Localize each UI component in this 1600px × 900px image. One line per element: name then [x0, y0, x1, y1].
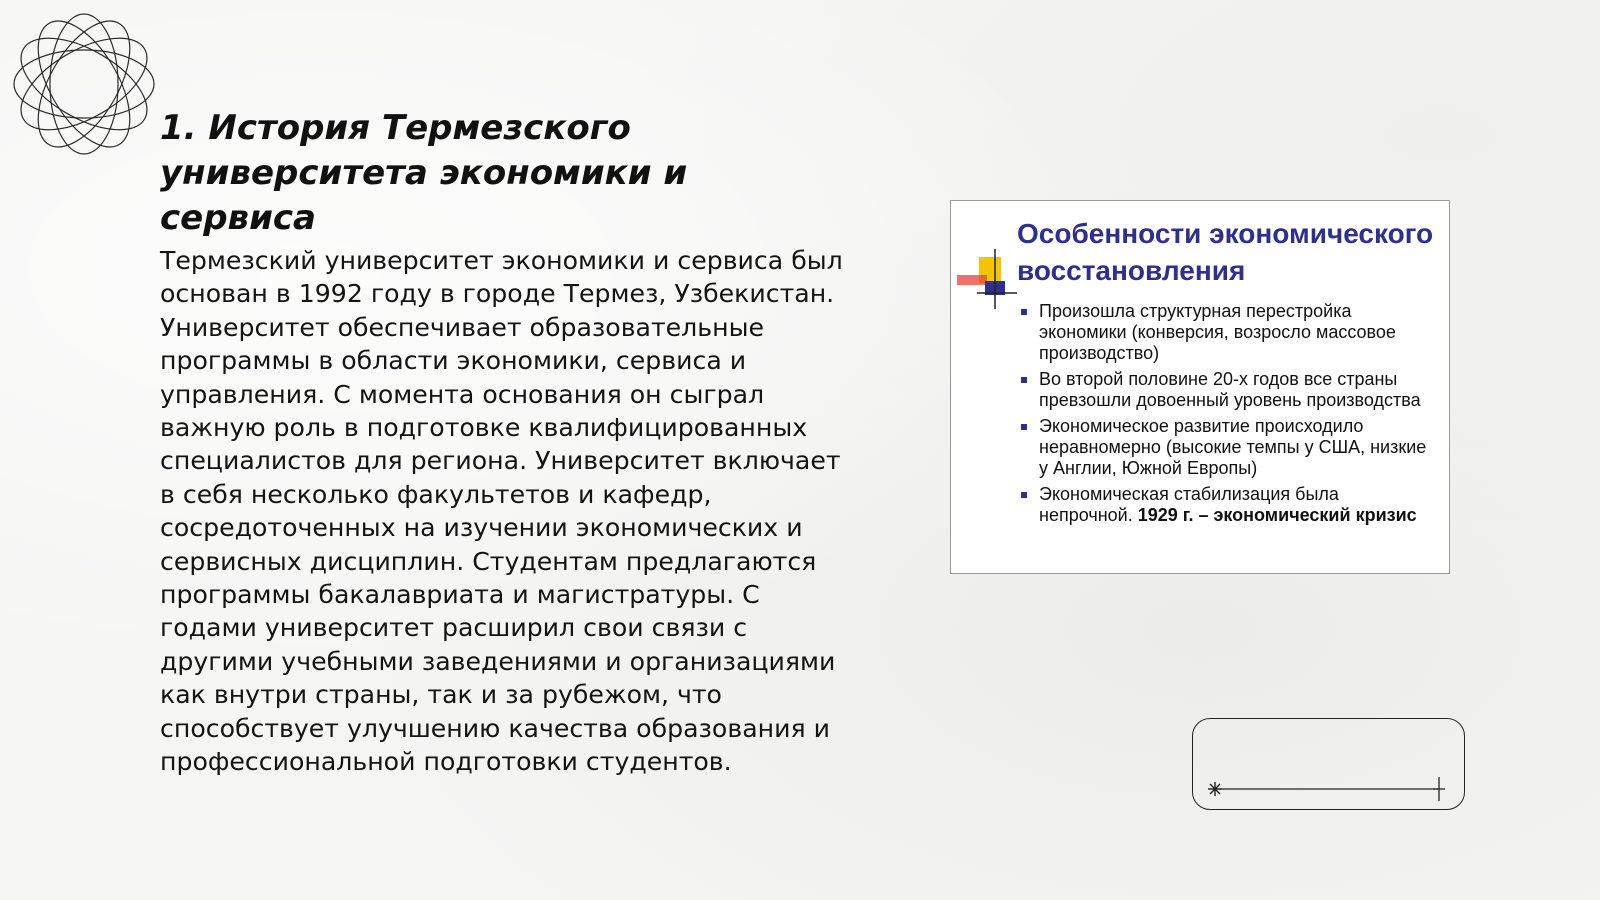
slide-bullet-item [1021, 301, 1436, 364]
timeline-decoration [1192, 718, 1465, 810]
body-paragraph: Термезский университет экономики и сервиса был основан в 1992 году в городе Термез, Узбекистан. Университет обеспечивает образовательные программы в области экономики, сервиса и управления. С момента основания он сыграл важную роль в подготовке квалифицированных специалистов для региона. Университет включает в себя несколько факультетов и кафедр, сосредоточенных на изучении экономических и сервисных дисциплин. Студентам предлагаются программы бакалавриата и магистратуры. С годами университет расширил свои связи с другими учебными заведениями и организациями как внутри страны, так и за рубежом, что способствует улучшению качества образования и профессиональной подготовки студентов. [160, 246, 843, 777]
slide-bullet-text: Произошла структурная перестройка экономики (конверсия, возросло массовое производство) [1039, 301, 1396, 363]
page-title: 1. История Термезского университета экономики и сервиса [160, 108, 688, 238]
embedded-slide-image [950, 200, 1450, 574]
slide-bullet-text: Во второй половине 20-х годов все страны превзошли довоенный уровень производства [1039, 369, 1421, 410]
slide-bullet-bold-text: 1929 г. – экономический кризис [1137, 505, 1417, 525]
slide-bullet-item [1021, 416, 1436, 479]
square-bullet-icon [1021, 492, 1027, 498]
slide-bullet-text: Экономическое развитие происходило неравномерно (высокие темпы у США, низкие у Англии, Южной Европы) [1039, 416, 1427, 478]
slide-bullet-text: Экономическая стабилизация была непрочной. [1039, 484, 1339, 525]
slide-bullet-item [1021, 369, 1436, 411]
color-blocks-decoration [957, 249, 1017, 319]
slide-bullet-item [1021, 484, 1436, 526]
square-bullet-icon [1021, 377, 1027, 383]
circle-ornament-icon [10, 10, 158, 158]
sparkle-icon [1208, 782, 1222, 796]
timeline-line [1193, 719, 1463, 809]
slide-bullet-list [1021, 301, 1436, 531]
star-cross-icon [1433, 777, 1445, 801]
slide-title: Особенности экономического восстановления [1017, 218, 1434, 286]
square-bullet-icon [1021, 424, 1027, 430]
square-bullet-icon [1021, 309, 1027, 315]
